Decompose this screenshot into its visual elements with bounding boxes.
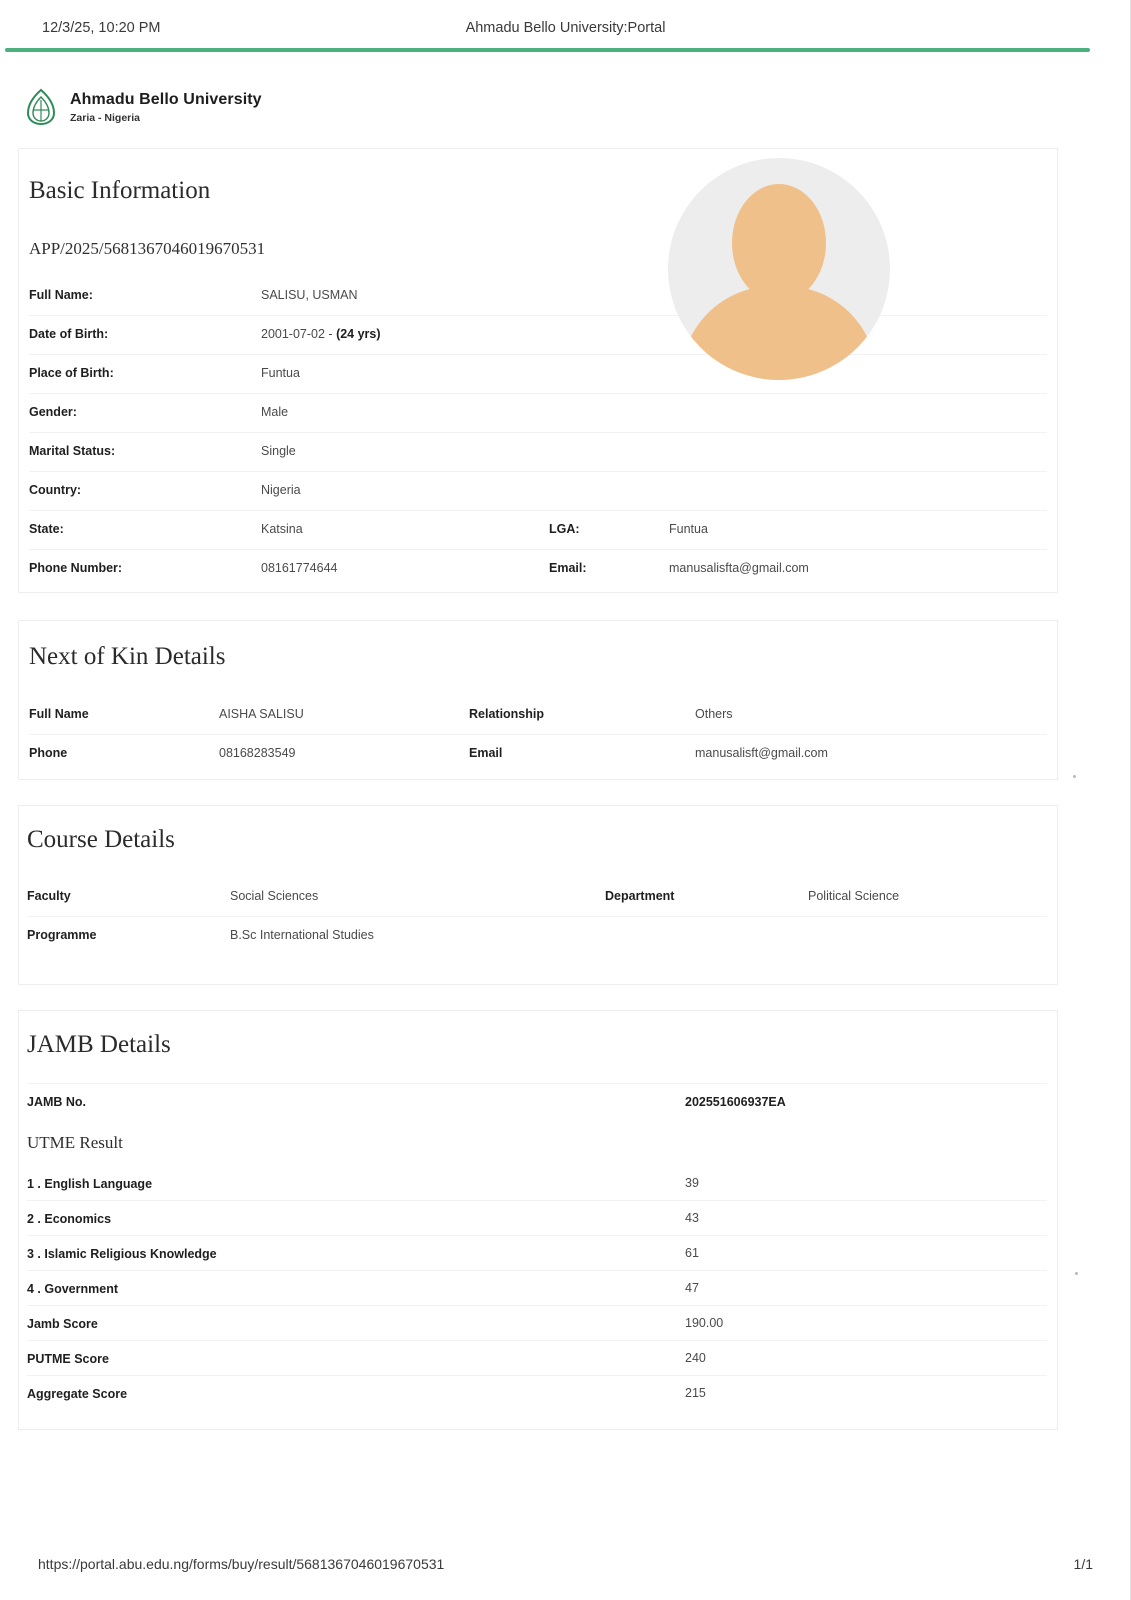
faculty-label: Faculty bbox=[27, 889, 71, 903]
subject-3-label: 3 . Islamic Religious Knowledge bbox=[27, 1247, 217, 1261]
table-row bbox=[27, 1235, 1047, 1270]
table-row bbox=[29, 354, 1047, 393]
basic-information-rows bbox=[29, 277, 1047, 588]
avatar-body-shape bbox=[681, 286, 877, 380]
jamb-score-label: Jamb Score bbox=[27, 1317, 98, 1331]
utme-result-rows bbox=[27, 1166, 1047, 1410]
full-name-value: SALISU, USMAN bbox=[261, 288, 358, 302]
aggregate-score-label: Aggregate Score bbox=[27, 1387, 128, 1401]
jamb-no-value: 202551606937EA bbox=[685, 1095, 786, 1109]
table-row bbox=[27, 1340, 1047, 1375]
footer-url: https://portal.abu.edu.ng/forms/buy/result/5681367046019670531 bbox=[38, 1556, 445, 1572]
next-of-kin-heading: Next of Kin Details bbox=[29, 643, 226, 670]
subject-1-label: 1 . English Language bbox=[27, 1177, 153, 1191]
date-of-birth-value bbox=[261, 316, 549, 341]
scan-artifact-dot bbox=[1075, 1272, 1078, 1275]
email-label: Email: bbox=[549, 561, 587, 575]
header-accent-rule bbox=[5, 48, 1090, 52]
dob-age: (24 yrs) bbox=[336, 327, 381, 341]
university-name: Ahmadu Bello University bbox=[70, 90, 262, 108]
place-of-birth-label: Place of Birth: bbox=[29, 366, 114, 380]
table-row bbox=[29, 510, 1047, 549]
country-label: Country: bbox=[29, 483, 82, 497]
university-location: Zaria - Nigeria bbox=[70, 111, 141, 124]
subject-3-score: 61 bbox=[685, 1246, 699, 1260]
subject-2-label: 2 . Economics bbox=[27, 1212, 112, 1226]
table-row bbox=[27, 878, 1047, 916]
print-title: Ahmadu Bello University:Portal bbox=[465, 20, 666, 36]
faculty-value: Social Sciences bbox=[230, 889, 319, 903]
putme-score-label: PUTME Score bbox=[27, 1352, 109, 1366]
print-datetime: 12/3/25, 10:20 PM bbox=[42, 20, 161, 36]
putme-score-value: 240 bbox=[685, 1351, 706, 1365]
subject-4-label: 4 . Government bbox=[27, 1282, 118, 1296]
print-header bbox=[0, 20, 1131, 44]
programme-label: Programme bbox=[27, 928, 97, 942]
subject-2-score: 43 bbox=[685, 1211, 699, 1225]
application-number: APP/2025/5681367046019670531 bbox=[29, 239, 266, 258]
full-name-label: Full Name: bbox=[29, 288, 93, 302]
table-row bbox=[27, 1375, 1047, 1410]
jamb-score-value: 190.00 bbox=[685, 1316, 724, 1330]
kin-relationship-value: Others bbox=[695, 707, 733, 721]
kin-name-value: AISHA SALISU bbox=[219, 707, 304, 721]
table-row bbox=[29, 734, 1047, 773]
kin-phone-label: Phone bbox=[29, 746, 68, 760]
table-row bbox=[29, 549, 1047, 588]
kin-email-value: manusalisft@gmail.com bbox=[695, 746, 828, 760]
next-of-kin-card bbox=[18, 620, 1058, 780]
kin-phone-value: 08168283549 bbox=[219, 746, 296, 760]
course-details-rows bbox=[27, 878, 1047, 955]
dob-date: 2001-07-02 - bbox=[261, 327, 337, 341]
table-row bbox=[29, 432, 1047, 471]
date-of-birth-label: Date of Birth: bbox=[29, 327, 109, 341]
table-row bbox=[27, 1200, 1047, 1235]
applicant-photo bbox=[668, 158, 890, 380]
table-row bbox=[27, 1305, 1047, 1340]
lga-value: Funtua bbox=[669, 522, 708, 536]
lga-label: LGA: bbox=[549, 522, 580, 536]
basic-information-card bbox=[18, 148, 1058, 593]
marital-status-label: Marital Status: bbox=[29, 444, 116, 458]
table-row bbox=[29, 277, 1047, 315]
table-row bbox=[29, 471, 1047, 510]
university-brand bbox=[24, 88, 262, 126]
programme-value: B.Sc International Studies bbox=[230, 928, 374, 942]
department-label: Department bbox=[605, 889, 675, 903]
phone-number-value: 08161774644 bbox=[261, 561, 338, 575]
place-of-birth-value: Funtua bbox=[261, 366, 300, 380]
department-value: Political Science bbox=[808, 889, 900, 903]
jamb-no-label: JAMB No. bbox=[27, 1095, 87, 1109]
footer-page-number: 1/1 bbox=[1073, 1556, 1093, 1572]
next-of-kin-rows bbox=[29, 696, 1047, 773]
phone-number-label: Phone Number: bbox=[29, 561, 123, 575]
table-row bbox=[29, 696, 1047, 734]
kin-name-label: Full Name bbox=[29, 707, 89, 721]
table-row bbox=[29, 315, 1047, 354]
aggregate-score-value: 215 bbox=[685, 1386, 706, 1400]
table-row bbox=[27, 1166, 1047, 1200]
table-row bbox=[27, 1083, 1047, 1124]
university-crest-icon bbox=[24, 88, 58, 126]
country-value: Nigeria bbox=[261, 483, 301, 497]
subject-4-score: 47 bbox=[685, 1281, 699, 1295]
marital-status-value: Single bbox=[261, 444, 296, 458]
state-label: State: bbox=[29, 522, 64, 536]
utme-result-heading: UTME Result bbox=[27, 1133, 123, 1152]
table-row bbox=[27, 1270, 1047, 1305]
state-value: Katsina bbox=[261, 522, 303, 536]
course-details-card bbox=[18, 805, 1058, 985]
kin-email-label: Email bbox=[469, 746, 503, 760]
gender-value: Male bbox=[261, 405, 289, 419]
kin-relationship-label: Relationship bbox=[469, 707, 545, 721]
table-row bbox=[29, 393, 1047, 432]
gender-label: Gender: bbox=[29, 405, 77, 419]
jamb-details-heading: JAMB Details bbox=[27, 1031, 171, 1058]
basic-information-heading: Basic Information bbox=[29, 177, 211, 204]
course-details-heading: Course Details bbox=[27, 826, 175, 853]
jamb-details-card bbox=[18, 1010, 1058, 1430]
email-value: manusalisfta@gmail.com bbox=[669, 561, 809, 575]
subject-1-score: 39 bbox=[685, 1176, 699, 1190]
avatar-head-shape bbox=[732, 184, 826, 302]
scan-artifact-dot bbox=[1073, 775, 1076, 778]
table-row bbox=[27, 916, 1047, 955]
